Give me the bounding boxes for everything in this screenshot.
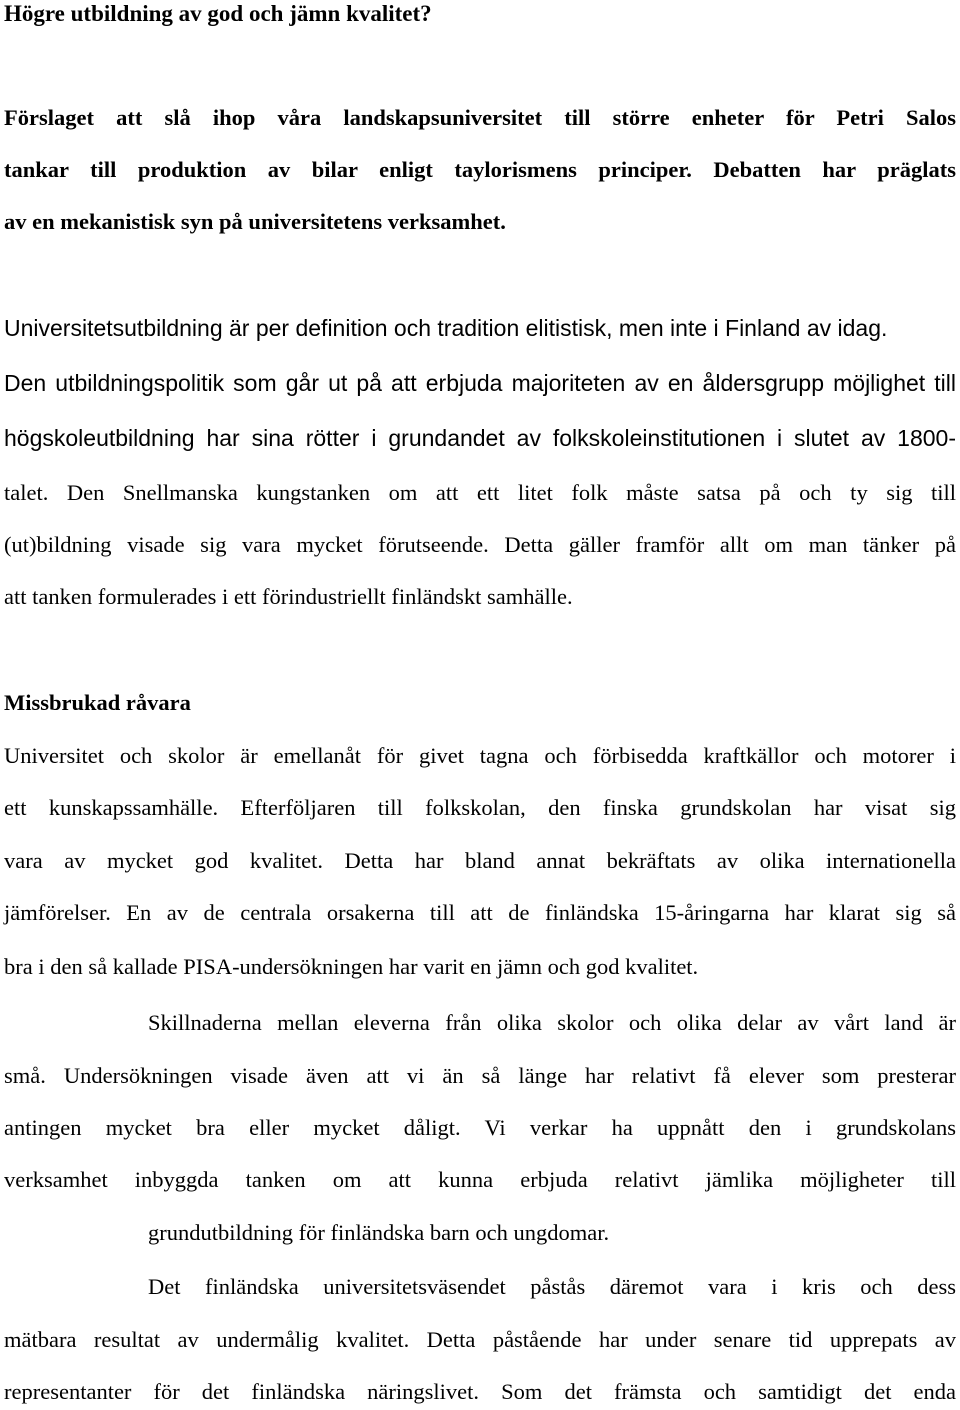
intro-line-2: tankar till produktion av bilar enligt taylorismens principer. Debatten har präglats: [4, 157, 956, 182]
para5-line-2: mätbara resultat av undermålig kvalitet. Detta påstående har under senare tid upprepats av: [4, 1327, 956, 1352]
para4-line-4: verksamhet inbyggda tanken om att kunna erbjuda relativt jämlika möjligheter till: [4, 1167, 956, 1192]
para2-line-2: (ut)bildning visade sig vara mycket förutseende. Detta gäller framför allt om man tänker på: [4, 532, 956, 557]
intro-line-1: Förslaget att slå ihop våra landskapsuniversitet till större enheter för Petri Salos: [4, 105, 956, 130]
para4-line-5: grundutbildning för finländska barn och ungdomar.: [148, 1220, 610, 1245]
para3-line-4: jämförelser. En av de centrala orsakerna till att de finländska 15-åringarna har klarat sig så: [4, 900, 956, 925]
document-title: Högre utbildning av god och jämn kvalitet?: [4, 1, 432, 26]
para1-line-3: högskoleutbildning har sina rötter i grundandet av folkskoleinstitutionen i slutet av 1800-: [4, 425, 956, 451]
para1-line-1: Universitetsutbildning är per definition och tradition elitistisk, men inte i Finland av idag.: [4, 315, 888, 341]
para2-line-3: att tanken formulerades i ett förindustriellt finländskt samhälle.: [4, 584, 573, 609]
para3-line-2: ett kunskapssamhälle. Efterföljaren till folkskolan, den finska grundskolan har visat sig: [4, 795, 956, 820]
para2-line-1: talet. Den Snellmanska kungstanken om att ett litet folk måste satsa på och ty sig till: [4, 480, 956, 505]
para5-line-1: Det finländska universitetsväsendet påstås däremot vara i kris och dess: [148, 1274, 956, 1299]
para3-line-5: bra i den så kallade PISA-undersökningen har varit en jämn och god kvalitet.: [4, 954, 699, 979]
para1-line-2: Den utbildningspolitik som går ut på att erbjuda majoriteten av en åldersgrupp möjlighet till: [4, 370, 956, 396]
section-heading: Missbrukad råvara: [4, 690, 191, 715]
intro-line-3: av en mekanistisk syn på universitetens verksamhet.: [4, 209, 506, 234]
para4-line-3: antingen mycket bra eller mycket dåligt. Vi verkar ha uppnått den i grundskolans: [4, 1115, 956, 1140]
para3-line-3: vara av mycket god kvalitet. Detta har bland annat bekräftats av olika internationella: [4, 848, 956, 873]
para3-line-1: Universitet och skolor är emellanåt för givet tagna och förbisedda kraftkällor och motorer i: [4, 743, 956, 768]
para5-line-3: representanter för det finländska näringslivet. Som det främsta och samtidigt det enda: [4, 1379, 956, 1404]
para4-line-1: Skillnaderna mellan eleverna från olika skolor och olika delar av vårt land är: [148, 1010, 956, 1035]
para4-line-2: små. Undersökningen visade även att vi än så länge har relativt få elever som presterar: [4, 1063, 956, 1088]
